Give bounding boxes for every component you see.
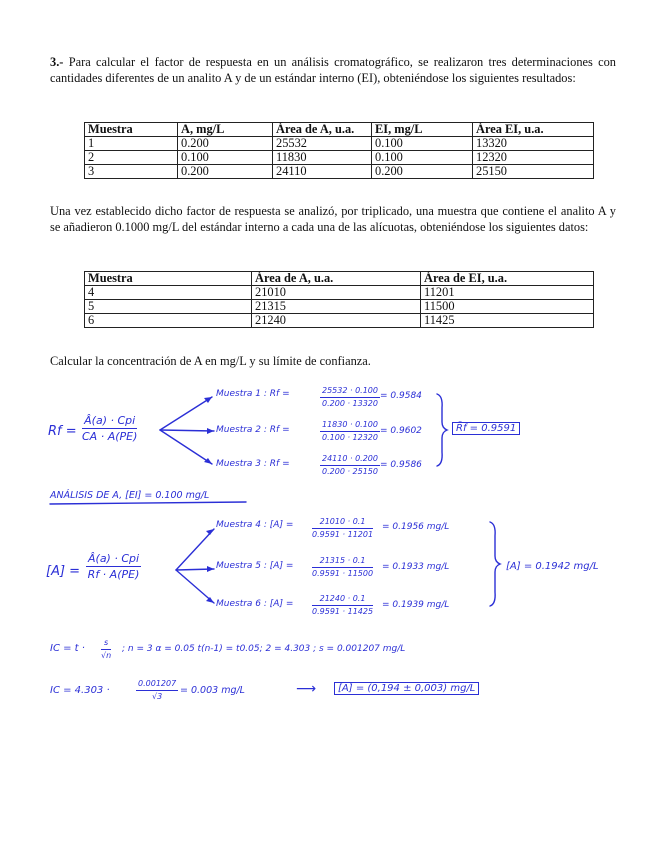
rf-line-1-result: = 0.9584 <box>380 391 422 401</box>
table-cell: 13320 <box>473 137 594 151</box>
rf-formula-denominator: CA · A(PE) <box>82 430 138 443</box>
table-cell: 0.100 <box>178 151 273 165</box>
rf-line-2-result: = 0.9602 <box>380 426 422 436</box>
ic-formula-lhs: IC = t · <box>50 643 85 654</box>
ic-formula-fraction <box>101 638 111 661</box>
ic-calc-lhs: IC = 4.303 · <box>50 685 110 696</box>
a-lhs: [A] = <box>46 564 81 579</box>
a-line-4-result: = 0.1956 mg/L <box>382 522 450 532</box>
numerator: 21240 · 0.1 <box>312 594 373 606</box>
a-formula-numerator: Â(a) · Cpi <box>88 552 140 565</box>
rf-line-3-fraction <box>320 454 380 477</box>
table-cell: 21240 <box>252 314 421 328</box>
question-text: Calcular la concentración de A en mg/L y su límite de confianza. <box>50 354 371 368</box>
header-cell: Área de A, u.a. <box>252 272 421 286</box>
ic-params: ; n = 3 α = 0.05 t(n-1) = t0.05; 2 = 4.303 ; s = 0.001207 mg/L <box>122 644 406 654</box>
a-line-6-fraction <box>312 594 373 617</box>
denominator: 0.200 · 25150 <box>322 467 378 476</box>
denominator: 0.200 · 13320 <box>322 399 378 408</box>
header-cell: Muestra <box>85 272 252 286</box>
rf-formula-numerator: Â(a) · Cpi <box>82 414 137 429</box>
table-cell: 6 <box>85 314 252 328</box>
table-cell: 11425 <box>421 314 594 328</box>
numerator: s <box>101 638 111 650</box>
arrow-line <box>160 430 214 431</box>
a-line-6-label: Muestra 6 : [A] = <box>216 599 294 609</box>
table-cell: 11830 <box>273 151 372 165</box>
a-line-6-result: = 0.1939 mg/L <box>382 600 450 610</box>
numerator: 25532 · 0.100 <box>320 386 380 398</box>
numerator: 11830 · 0.100 <box>320 420 380 432</box>
rf-line-2-label: Muestra 2 : Rf = <box>216 425 290 435</box>
arrow-head <box>207 566 214 572</box>
arrow-line <box>160 397 212 430</box>
analysis-title: ANÁLISIS DE A, [EI] = 0.100 mg/L <box>50 490 210 501</box>
table-cell: 11201 <box>421 286 594 300</box>
table-cell: 25532 <box>273 137 372 151</box>
arrow-line <box>176 570 214 603</box>
header-cell: Área de A, u.a. <box>273 123 372 137</box>
problem-number: 3.- <box>50 55 64 69</box>
table-cell: 11500 <box>421 300 594 314</box>
a-mean-result: [A] = 0.1942 mg/L <box>506 561 599 572</box>
a-line-5-result: = 0.1933 mg/L <box>382 562 450 572</box>
intro-text: Para calcular el factor de respuesta en un análisis cromatográfico, se realizaron tres determinaciones con cantidades diferentes de un analito A y de un estándar interno (EI), obteniéndose los siguientes resultados: <box>50 55 616 85</box>
a-line-4-label: Muestra 4 : [A] = <box>216 520 294 530</box>
rf-line-1-label: Muestra 1 : Rf = <box>216 389 290 399</box>
denominator: 0.9591 · 11201 <box>312 530 374 539</box>
rf-line-3-result: = 0.9586 <box>380 460 422 470</box>
arrow-line <box>176 529 214 570</box>
a-line-5-fraction <box>312 556 373 579</box>
rf-formula-fraction <box>82 414 137 443</box>
table-cell: 5 <box>85 300 252 314</box>
arrow-line <box>160 430 212 464</box>
table-cell: 0.100 <box>372 151 473 165</box>
table-cell: 24110 <box>273 165 372 179</box>
a-formula-denominator: Rf · A(PE) <box>87 568 140 581</box>
denominator: 0.100 · 12320 <box>322 433 378 442</box>
header-cell: Área de EI, u.a. <box>421 272 594 286</box>
numerator: 24110 · 0.200 <box>320 454 380 466</box>
table-cell: 0.200 <box>178 165 273 179</box>
table-cell: 0.200 <box>178 137 273 151</box>
brace <box>437 394 447 466</box>
final-result-box: [A] = (0,194 ± 0,003) mg/L <box>334 682 479 695</box>
denominator: √n <box>101 651 112 660</box>
rf-line-3-label: Muestra 3 : Rf = <box>216 459 290 469</box>
header-cell: EI, mg/L <box>372 123 473 137</box>
middle-paragraph: Una vez establecido dicho factor de respuesta se analizó, por triplicado, una muestra que contiene el analito A y se añadieron 0.1000 mg/L del estándar interno a cada una de las alícuotas, obteniéndose los siguientes datos: <box>50 204 616 234</box>
table-cell: 3 <box>85 165 178 179</box>
table-cell: 0.200 <box>372 165 473 179</box>
table-cell: 4 <box>85 286 252 300</box>
arrow-head <box>206 529 214 535</box>
header-cell: Muestra <box>85 123 178 137</box>
rf-lhs: Rf = <box>48 424 77 439</box>
numerator: 0.001207 <box>136 679 178 691</box>
rf-line-2-fraction <box>320 420 380 443</box>
table-cell: 12320 <box>473 151 594 165</box>
numerator: 21010 · 0.1 <box>312 517 373 529</box>
table-cell: 21010 <box>252 286 421 300</box>
ic-calc-result: = 0.003 mg/L <box>180 685 245 696</box>
arrow-icon: ⟶ <box>296 681 317 697</box>
rf-mean-box: R̄f = 0.9591 <box>452 422 520 435</box>
a-line-5-label: Muestra 5 : [A] = <box>216 561 294 571</box>
a-line-4-fraction <box>312 517 373 540</box>
header-cell: Área EI, u.a. <box>473 123 594 137</box>
ic-calc-fraction <box>136 679 178 702</box>
final-result <box>334 683 479 694</box>
table-cell: 1 <box>85 137 178 151</box>
arrow-head <box>207 428 214 434</box>
denominator: √3 <box>151 692 163 701</box>
brace <box>490 522 500 606</box>
denominator: 0.9591 · 11425 <box>312 607 374 616</box>
table-cell: 25150 <box>473 165 594 179</box>
a-formula-fraction <box>86 552 141 581</box>
rf-line-1-fraction <box>320 386 380 409</box>
header-cell: A, mg/L <box>178 123 273 137</box>
table-cell: 2 <box>85 151 178 165</box>
table-cell: 21315 <box>252 300 421 314</box>
denominator: 0.9591 · 11500 <box>312 569 374 578</box>
table-cell: 0.100 <box>372 137 473 151</box>
rf-mean-result <box>452 423 520 434</box>
underline <box>50 502 246 504</box>
numerator: 21315 · 0.1 <box>312 556 373 568</box>
